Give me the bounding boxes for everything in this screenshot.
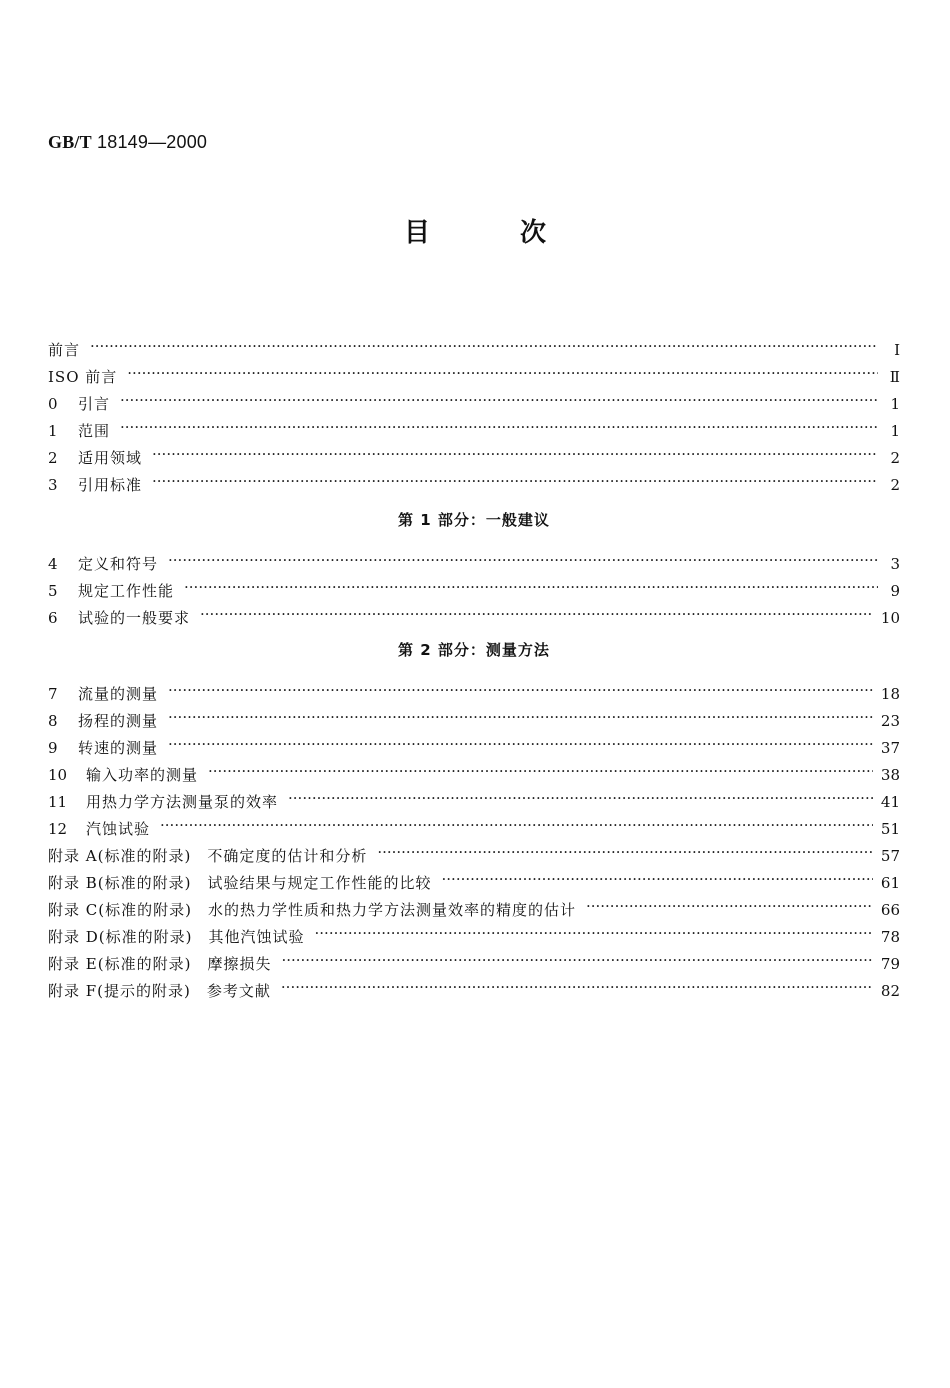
toc-leader-dots — [152, 477, 878, 492]
toc-leader-dots — [200, 610, 873, 625]
toc-entry[interactable] — [48, 550, 900, 577]
part-1-heading: 第 1 部分：一般建议 — [398, 511, 550, 529]
toc-entry-label: 不确定度的估计和分析 — [207, 847, 368, 865]
toc-entry-page: 37 — [880, 738, 900, 757]
toc-entry-number: 7 — [48, 684, 58, 703]
toc-leader-dots — [281, 983, 873, 998]
page-title: 目次 — [403, 218, 636, 248]
toc-entry-page: Ⅱ — [889, 367, 900, 386]
toc-leader-dots — [168, 740, 873, 755]
toc-entry-page: 79 — [880, 954, 900, 973]
toc-entry-label: 试验的一般要求 — [78, 609, 191, 627]
toc-entry-number: 3 — [48, 475, 58, 494]
toc-entry-number: 12 — [48, 819, 68, 838]
toc-entry-page: 57 — [880, 846, 900, 865]
toc-appendix-entry[interactable] — [48, 842, 900, 869]
toc-entry-number: 10 — [48, 765, 68, 784]
toc-entry-page: 23 — [880, 711, 900, 730]
toc-group-intro — [48, 336, 900, 498]
toc-appendix-tag: 附录 B(标准的附录) — [48, 874, 192, 892]
toc-entry-number: 6 — [48, 608, 58, 627]
toc-leader-dots — [120, 396, 878, 411]
toc-entry-label: 适用领域 — [78, 449, 143, 467]
toc-entry[interactable] — [48, 336, 900, 363]
toc-entry-label: 流量的测量 — [78, 685, 159, 703]
toc-entry-number: 11 — [48, 792, 68, 811]
toc-leader-dots — [90, 342, 878, 357]
toc-entry-label: 摩擦损失 — [207, 955, 272, 973]
toc-entry[interactable] — [48, 761, 900, 788]
toc-entry-page: 82 — [880, 981, 900, 1000]
toc-entry-page: 78 — [880, 927, 900, 946]
toc-appendix-entry[interactable] — [48, 950, 900, 977]
toc-entry[interactable] — [48, 444, 900, 471]
toc-entry-label: 参考文献 — [206, 982, 271, 1000]
toc-leader-dots — [288, 794, 873, 809]
toc-leader-dots — [168, 556, 878, 571]
part-2-heading: 第 2 部分：测量方法 — [398, 641, 550, 659]
toc-entry[interactable] — [48, 788, 900, 815]
toc-entry-label: 引用标准 — [78, 476, 143, 494]
toc-entry-number: 4 — [48, 554, 58, 573]
toc-entry[interactable] — [48, 363, 900, 390]
toc-entry-label: 规定工作性能 — [78, 582, 175, 600]
toc-entry-page: 38 — [880, 765, 900, 784]
toc-entry-label: 其他汽蚀试验 — [208, 928, 305, 946]
toc-entry-label: 扬程的测量 — [78, 712, 159, 730]
toc-entry-page: 1 — [890, 421, 900, 440]
toc-leader-dots — [120, 423, 878, 438]
toc-entry-label: ISO 前言 — [48, 368, 118, 386]
toc-leader-dots — [208, 767, 873, 782]
toc-entry-page: 41 — [880, 792, 900, 811]
toc-leader-dots — [315, 929, 873, 944]
toc-entry-page: 1 — [890, 394, 900, 413]
toc-group-appendices — [48, 842, 900, 1004]
toc-leader-dots — [168, 713, 873, 728]
standard-code-prefix: GB/T — [48, 132, 92, 152]
table-of-contents — [48, 336, 900, 1004]
toc-entry-page: 2 — [890, 448, 900, 467]
toc-leader-dots — [586, 902, 873, 917]
toc-entry-page: Ⅰ — [894, 340, 900, 359]
toc-entry[interactable] — [48, 604, 900, 631]
toc-entry[interactable] — [48, 417, 900, 444]
toc-entry-label: 用热力学方法测量泵的效率 — [86, 793, 279, 811]
toc-entry[interactable] — [48, 680, 900, 707]
toc-group-part1 — [48, 550, 900, 631]
toc-entry-number: 5 — [48, 581, 58, 600]
toc-entry-label: 输入功率的测量 — [86, 766, 199, 784]
toc-leader-dots — [127, 369, 878, 384]
standard-code-number: 18149—2000 — [91, 132, 208, 152]
toc-appendix-tag: 附录 D(标准的附录) — [48, 928, 193, 946]
toc-appendix-entry[interactable] — [48, 869, 900, 896]
toc-entry-page: 10 — [880, 608, 900, 627]
toc-leader-dots — [152, 450, 878, 465]
toc-entry-label: 前言 — [48, 341, 81, 359]
toc-entry-page: 18 — [880, 684, 900, 703]
toc-entry-page: 3 — [890, 554, 900, 573]
toc-entry-page: 51 — [880, 819, 900, 838]
toc-appendix-tag: 附录 A(标准的附录) — [48, 847, 192, 865]
toc-entry[interactable] — [48, 577, 900, 604]
toc-entry-number: 1 — [48, 421, 58, 440]
toc-entry-page: 9 — [890, 581, 900, 600]
toc-appendix-entry[interactable] — [48, 977, 900, 1004]
toc-leader-dots — [442, 875, 873, 890]
toc-entry-page: 2 — [890, 475, 900, 494]
toc-appendix-entry[interactable] — [48, 923, 900, 950]
toc-entry-label: 汽蚀试验 — [86, 820, 151, 838]
toc-entry-number: 8 — [48, 711, 58, 730]
toc-entry[interactable] — [48, 707, 900, 734]
toc-group-part2 — [48, 680, 900, 842]
toc-entry[interactable] — [48, 471, 900, 498]
toc-appendix-tag: 附录 F(提示的附录) — [48, 982, 191, 1000]
toc-entry-label: 引言 — [78, 395, 111, 413]
toc-entry-page: 66 — [880, 900, 900, 919]
toc-entry-label: 范围 — [78, 422, 111, 440]
toc-entry[interactable] — [48, 815, 900, 842]
toc-entry-page: 61 — [880, 873, 900, 892]
toc-entry-label: 定义和符号 — [78, 555, 159, 573]
standard-code — [48, 132, 207, 153]
toc-appendix-tag: 附录 C(标准的附录) — [48, 901, 192, 919]
toc-entry[interactable] — [48, 734, 900, 761]
toc-entry[interactable] — [48, 390, 900, 417]
toc-entry-label: 水的热力学性质和热力学方法测量效率的精度的估计 — [207, 901, 576, 919]
toc-entry-number: 9 — [48, 738, 58, 757]
toc-appendix-tag: 附录 E(标准的附录) — [48, 955, 192, 973]
toc-entry-label: 试验结果与规定工作性能的比较 — [207, 874, 432, 892]
toc-entry-number: 2 — [48, 448, 58, 467]
toc-leader-dots — [168, 686, 873, 701]
toc-appendix-entry[interactable] — [48, 896, 900, 923]
toc-leader-dots — [377, 848, 873, 863]
toc-leader-dots — [281, 956, 872, 971]
toc-leader-dots — [160, 821, 873, 836]
toc-entry-label: 转速的测量 — [78, 739, 159, 757]
toc-entry-number: 0 — [48, 394, 58, 413]
toc-leader-dots — [184, 583, 878, 598]
